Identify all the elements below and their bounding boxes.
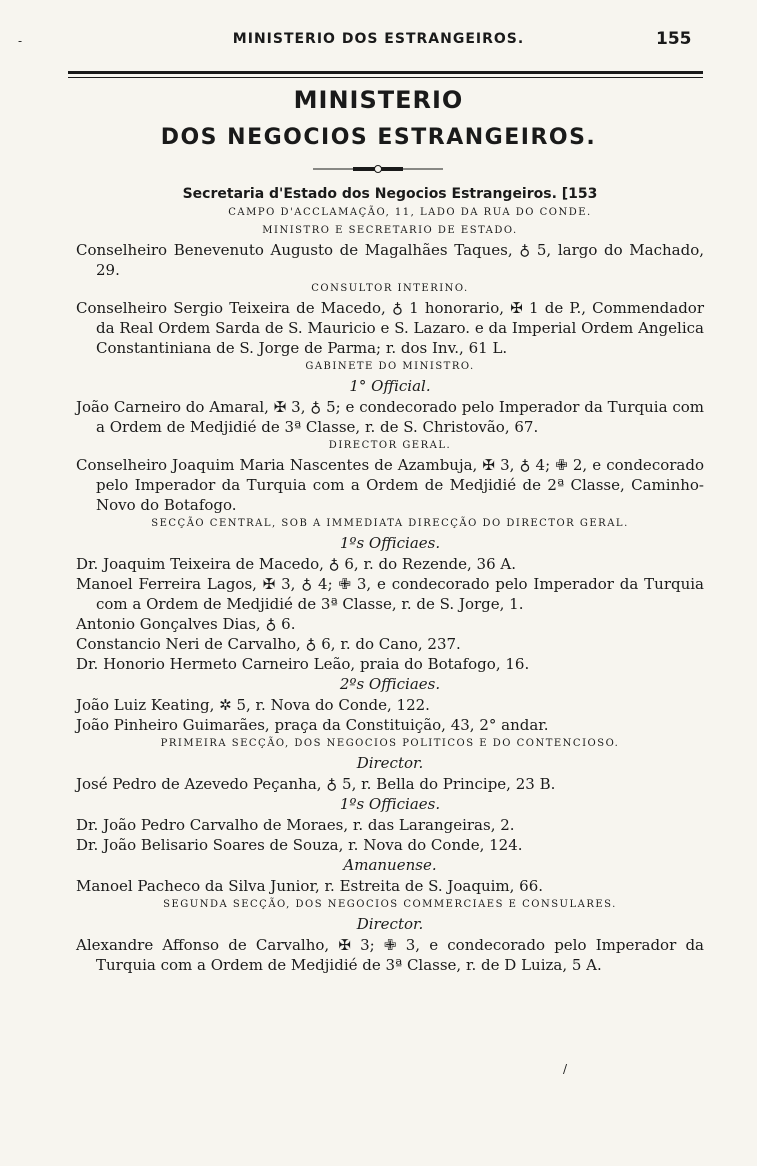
directory-entry: Conselheiro Joaquim Maria Nascentes de Azambuja, ✠ 3, ♁ 4; ✙ 2, e condecorado pelo Imperador da Turquia com a Ordem de Medjidié de 2ª Classe, Caminho-Novo do Botafogo. — [76, 456, 704, 514]
section-subheading: Director. — [356, 915, 424, 933]
section-heading: SECÇÃO CENTRAL, SOB A IMMEDIATA DIRECÇÃO DO DIRECTOR GERAL. — [151, 518, 629, 529]
directory-entry: Alexandre Affonso de Carvalho, ✠ 3; ✙ 3, e condecorado pelo Imperador da Turquia com a Ordem de Medjidié de 3ª Classe, r. de D Luiza, 5 A. — [76, 936, 704, 974]
directory-entry: Manoel Ferreira Lagos, ✠ 3, ♁ 4; ✙ 3, e condecorado pelo Imperador da Turquia com a Ordem de Medjidié de 3ª Classe, r. de S. Jorge, 1. — [76, 575, 704, 613]
directory-entry: Antonio Gonçalves Dias, ♁ 6. — [76, 615, 296, 633]
running-head: MINISTERIO DOS ESTRANGEIROS. — [232, 31, 525, 47]
directory-entry: Constancio Neri de Carvalho, ♁ 6, r. do Cano, 237. — [76, 635, 461, 653]
stray-mark: / — [563, 1062, 568, 1076]
ornament-divider — [313, 165, 443, 173]
section-subheading: 1ºs Officiaes. — [339, 795, 441, 813]
secretaria-address: CAMPO D'ACCLAMAÇÃO, 11, LADO DA RUA DO CONDE. — [228, 207, 592, 218]
header-rule-thin — [68, 77, 703, 78]
directory-entry: Dr. Honorio Hermeto Carneiro Leão, praia do Botafogo, 16. — [76, 655, 530, 673]
section-subheading: Amanuense. — [343, 856, 437, 874]
directory-entry: Dr. João Belisario Soares de Souza, r. Nova do Conde, 124. — [76, 836, 523, 854]
section-heading: GABINETE DO MINISTRO. — [305, 361, 475, 372]
header-rule-thick — [68, 71, 703, 74]
section-heading: DIRECTOR GERAL. — [328, 440, 452, 451]
directory-entry: João Pinheiro Guimarães, praça da Constituição, 43, 2° andar. — [76, 716, 549, 734]
title-line-1: MINISTERIO — [293, 86, 464, 114]
section-heading: SEGUNDA SECÇÃO, DOS NEGOCIOS COMMERCIAES E CONSULARES. — [163, 899, 617, 910]
directory-entry: Manoel Pacheco da Silva Junior, r. Estreita de S. Joaquim, 66. — [76, 877, 544, 895]
directory-entry: Conselheiro Sergio Teixeira de Macedo, ♁ 1 honorario, ✠ 1 de P., Commendador da Real Ordem Sarda de S. Mauricio e S. Lazaro. e da Imperial Ordem Angelica Constantiniana de S. Jorge de Parma; r. dos Inv., 61 L. — [76, 299, 704, 357]
section-subheading: 1° Official. — [349, 377, 431, 395]
title-line-2: DOS NEGOCIOS ESTRANGEIROS. — [160, 125, 597, 150]
directory-entry: Dr. João Pedro Carvalho de Moraes, r. das Larangeiras, 2. — [76, 816, 515, 834]
section-heading: PRIMEIRA SECÇÃO, DOS NEGOCIOS POLITICOS E DO CONTENCIOSO. — [160, 738, 620, 749]
directory-entry: João Luiz Keating, ✲ 5, r. Nova do Conde, 122. — [76, 696, 430, 714]
directory-entry: Dr. Joaquim Teixeira de Macedo, ♁ 6, r. do Rezende, 36 A. — [76, 555, 517, 573]
section-subheading: Director. — [356, 754, 424, 772]
directory-entry: Conselheiro Benevenuto Augusto de Magalhães Taques, ♁ 5, largo do Machado, 29. — [76, 241, 704, 279]
section-heading: MINISTRO E SECRETARIO DE ESTADO. — [262, 225, 518, 236]
section-subheading: 2ºs Officiaes. — [339, 675, 441, 693]
directory-entry: João Carneiro do Amaral, ✠ 3, ♁ 5; e condecorado pelo Imperador da Turquia com a Ordem de Medjidié de 3ª Classe, r. de S. Christovão, 67. — [76, 398, 704, 436]
section-subheading: 1ºs Officiaes. — [339, 534, 441, 552]
directory-entry: José Pedro de Azevedo Peçanha, ♁ 5, r. Bella do Principe, 23 B. — [76, 775, 556, 793]
margin-mark: - — [18, 34, 23, 48]
directory-body — [76, 184, 704, 975]
page-number: 155 — [656, 29, 692, 49]
section-heading: CONSULTOR INTERINO. — [311, 283, 469, 294]
secretaria-title: Secretaria d'Estado dos Negocios Estrangeiros. [153 — [182, 186, 598, 202]
